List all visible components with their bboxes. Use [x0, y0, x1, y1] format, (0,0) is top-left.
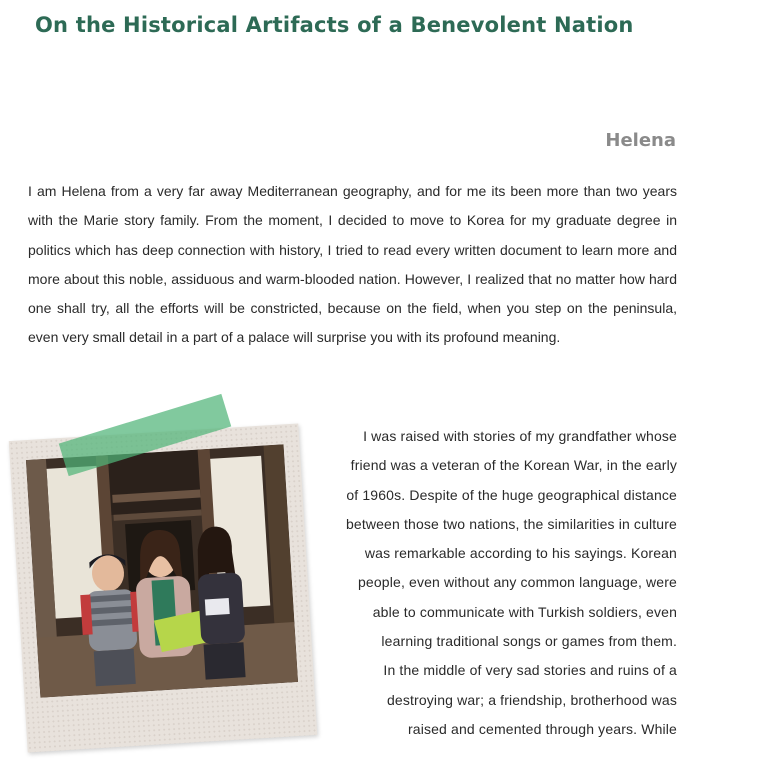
- article-title: On the Historical Artifacts of a Benevolent Nation: [35, 13, 634, 37]
- story-line: learning traditional songs or games from them.: [381, 633, 677, 650]
- story-line: was remarkable according to his sayings. Korean: [364, 545, 677, 562]
- story-line: raised and cemented through years. While: [407, 720, 677, 737]
- story-line: able to communicate with Turkish soldiers, even: [372, 603, 677, 620]
- story-line: I was raised with stories of my grandfather whose: [363, 428, 677, 444]
- group-photo: [26, 444, 298, 697]
- polaroid-frame: [9, 423, 318, 752]
- author-name: Helena: [605, 130, 676, 151]
- story-line: between those two nations, the similarities in culture: [345, 515, 677, 532]
- story-line: people, even without any common language, were: [358, 574, 677, 591]
- story-line: friend was a veteran of the Korean War, in the early: [350, 457, 677, 474]
- intro-paragraph: I am Helena from a very far away Mediterranean geography, and for me its been more than two years with the Marie story family. From the moment, I decided to move to Korea for my graduate degree in politics which has deep connection with history, I tried to read every written document to learn more and more about this noble, assiduous and warm-blooded nation. However, I realized that no matter how hard one shall try, all the efforts will be constricted, because on the field, when you step on the peninsula, even very small detail in a part of a palace will surprise you with its profound meaning.: [28, 183, 677, 346]
- story-paragraph: [306, 422, 677, 744]
- story-line: destroying war; a friendship, brotherhood was: [386, 691, 677, 708]
- story-line: of 1960s. Despite of the huge geographical distance: [346, 486, 677, 503]
- story-line: In the middle of very sad stories and ruins of a: [383, 662, 677, 679]
